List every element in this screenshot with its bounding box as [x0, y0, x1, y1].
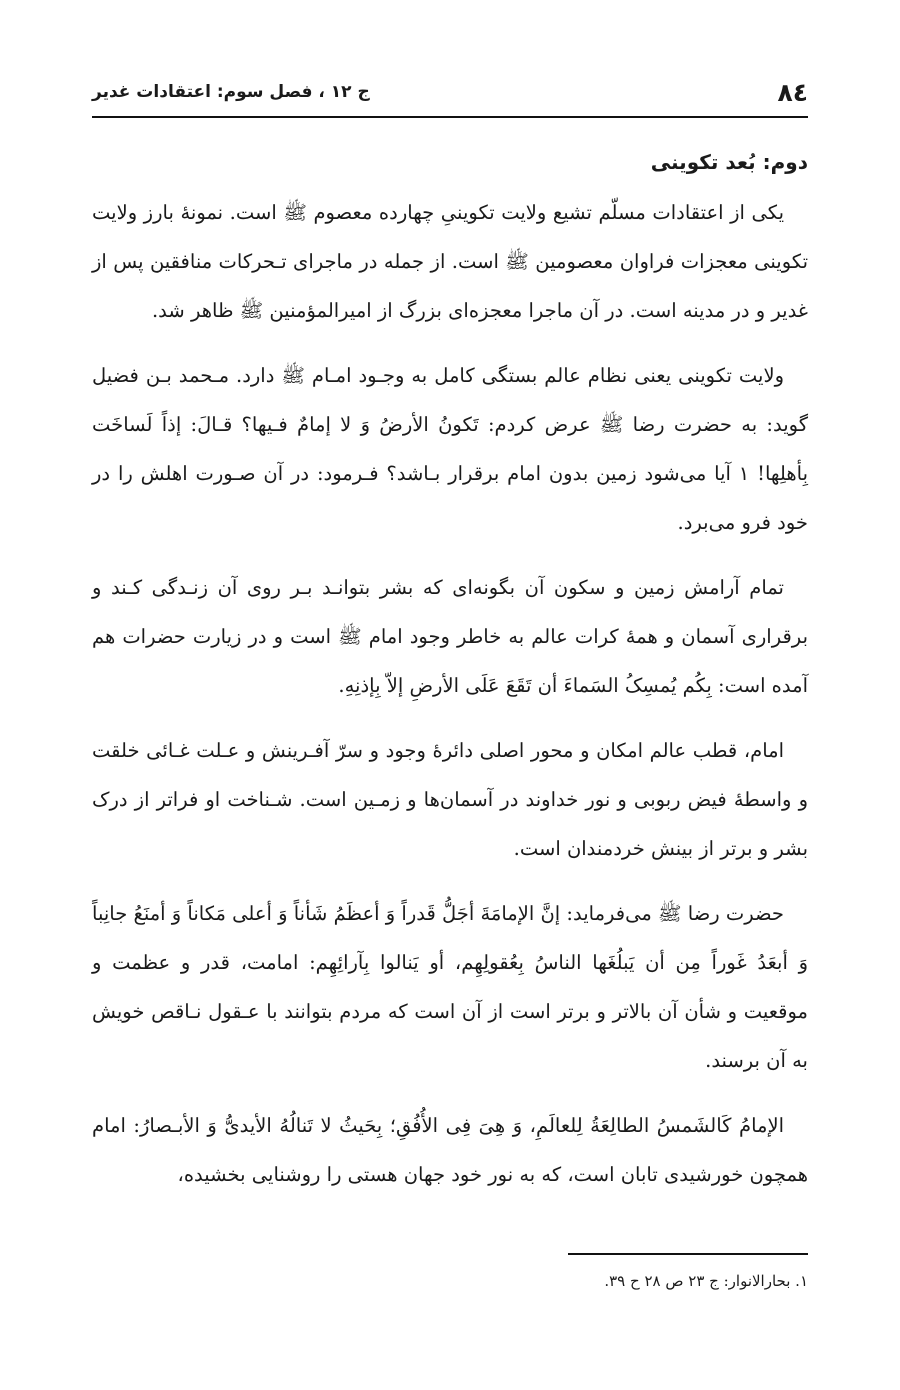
paragraph-5: حضرت رضا ﷺ می‌فرماید: إنَّ الإمامَةَ أجَلُّ قَدراً وَ أعظَمُ شَأناً وَ أعلی مَکاناً وَ أمنَعُ جانِباً وَ أبعَدُ غَوراً مِن أن یَبلُغَها الناسُ بِعُقولِهِم، أو یَنالوا بِآرائِهِم: امامت، قدر و عظمت و موقعیت و شأن آن بالاتر و برتر است از آن است که مردم بتوانند با عـقول نـاقص خویش به آن برسند. [92, 902, 808, 1072]
main-text [92, 142, 808, 1215]
paragraph-3: تمام آرامش زمین و سکون آن بگونه‌ای که بشر بتوانـد بـر روی آن زنـدگی کـند و برقراری آسمان و همهٔ کرات عالم به خاطر وجود امام ﷺ است و در زیارت حضرات هم آمده است: بِکُم یُمسِکُ السَماءَ أن تَقَعَ عَلَی الأرضِ إلاّ بِإذنِهِ. [92, 576, 808, 697]
paragraph-4: امام، قطب عالم امکان و محور اصلی دائرهٔ وجود و سرّ آفـرینش و عـلت غـائی خلقت و واسطهٔ فیض ربوبی و نور خداوند در آسمان‌ها و زمـین است. شـناخت او فراتر از درک بشر و برتر از بینش خردمندان است. [92, 739, 808, 860]
paragraph-1: یکی از اعتقادات مسلّم تشیع ولایت تکوینیِ چهارده معصوم ﷺ است. نمونهٔ بارز ولایت تکوینی معجزات فراوان معصومین ﷺ است. از جمله در ماجرای تـحرکات منافقین پس از غدیر و در مدینه است. در آن ماجرا معجزه‌ای بزرگ از امیرالمؤمنین ﷺ ظاهر شد. [92, 201, 808, 322]
footnote: ۱. بحارالانوار: ج ۲۳ ص ۲۸ ح ۳۹. [604, 1272, 808, 1290]
paragraph-6: الإمامُ کَالشَمسُ الطالِعَةُ لِلعالَمِ، وَ هِیَ فِی الأُفُقِ؛ بِحَیثُ لا تَنالُهُ الأیدیُّ وَ الأبـصارُ: امام همچون خورشیدی تابان است، که به نور خود جهان هستی را روشنایی بخشیده، [92, 1114, 808, 1186]
header-divider [92, 116, 808, 118]
section-heading: دوم: بُعد تکوینی [650, 150, 808, 174]
page-number: ٨٤ [777, 77, 808, 107]
footnote-divider [568, 1253, 808, 1255]
paragraph-2: ولایت تکوینی یعنی نظام عالم بستگی کامل به وجـود امـام ﷺ دارد. مـحمد بـن فضیل گوید: به حضرت رضا ﷺ عرض کردم: تَکونُ الأرضُ وَ لا إمامٌ فـیها؟ قـالَ: إذاً لَساخَت بِأهلِها! ۱ آیا می‌شود زمین بدون امام برقرار بـاشد؟ فـرمود: در آن صـورت اهلش را در خود فرو می‌برد. [92, 364, 808, 534]
running-title: ج ۱۲ ، فصل سوم: اعتقادات غدیر [92, 82, 370, 102]
page-header [92, 72, 808, 112]
